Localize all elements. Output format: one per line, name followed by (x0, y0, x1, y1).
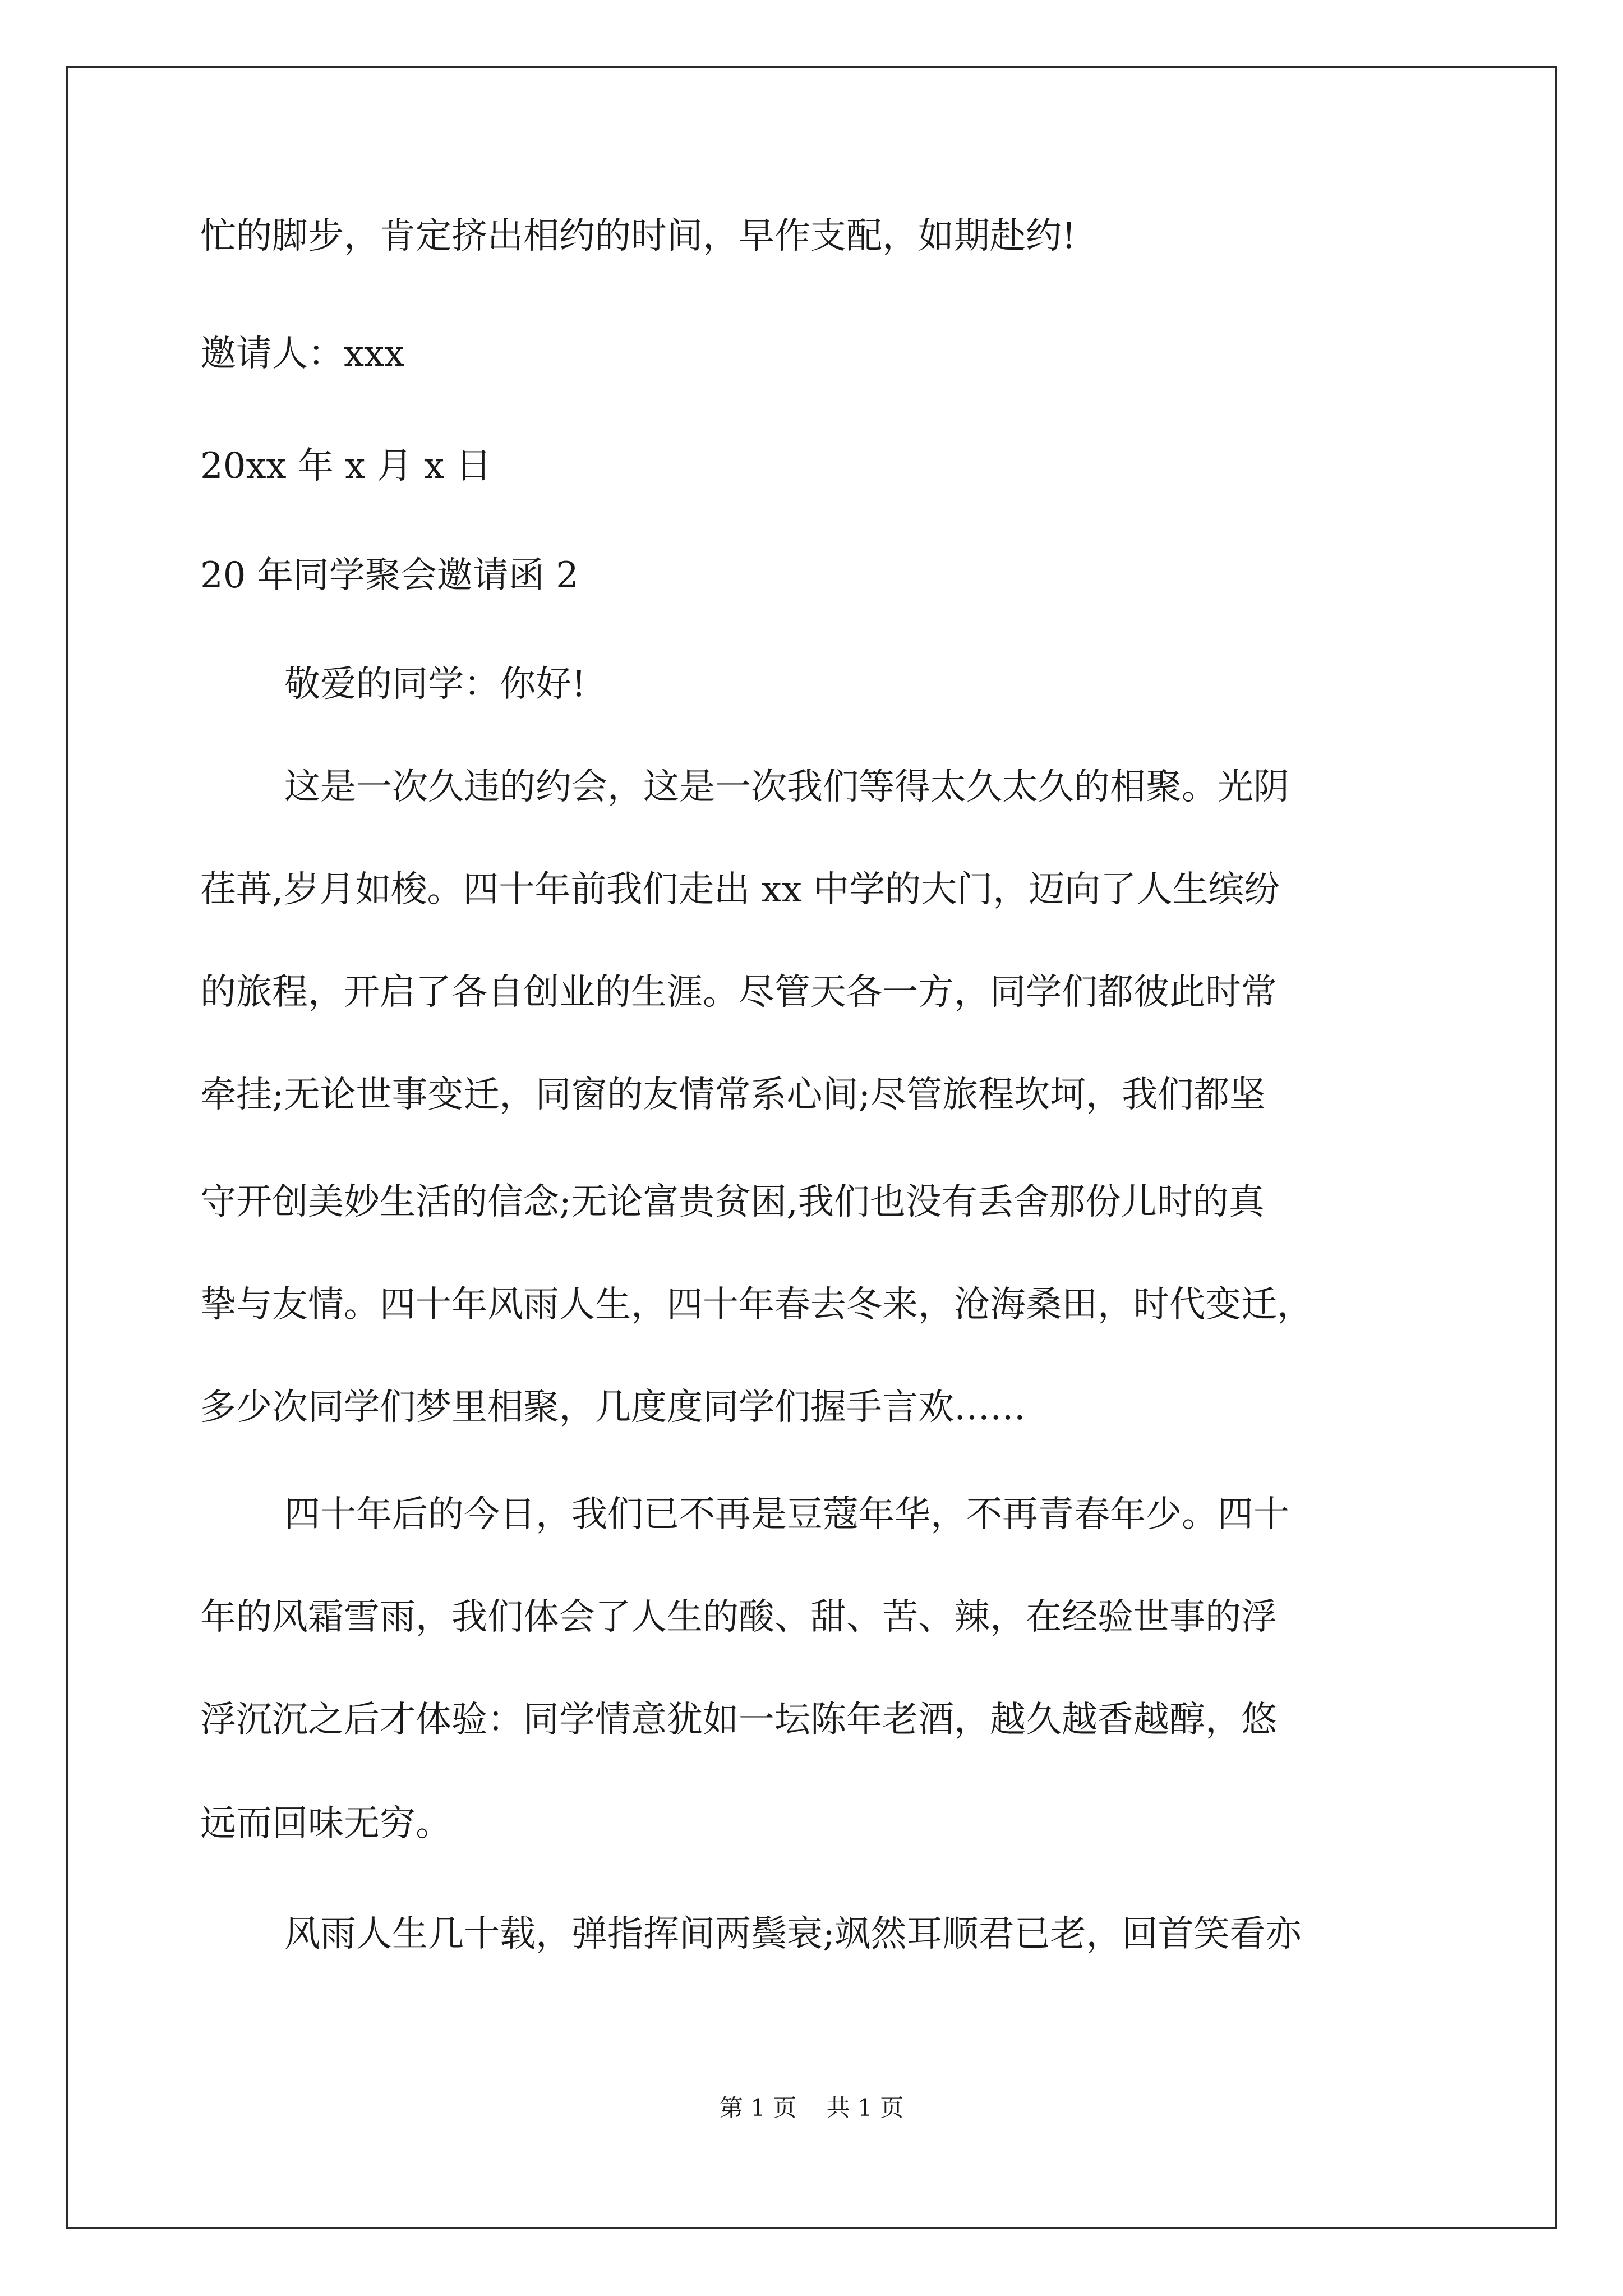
page-border (66, 66, 1557, 2229)
section-title: 20 年同学聚会邀请函 2 (200, 555, 579, 596)
paragraph-1-line-1: 这是一次久违的约会，这是一次我们等得太久太久的相聚。光阴 (284, 766, 1289, 808)
paragraph-1-line-5: 守开创美妙生活的信念;无论富贵贫困,我们也没有丢舍那份儿时的真 (200, 1181, 1265, 1223)
page-number-footer: 第 1 页 共 1 页 (719, 2094, 904, 2122)
paragraph-2-line-1: 四十年后的今日，我们已不再是豆蔻年华，不再青春年少。四十 (284, 1494, 1289, 1535)
paragraph-1-line-6: 挚与友情。四十年风雨人生，四十年春去冬来，沧海桑田，时代变迁， (200, 1284, 1313, 1326)
paragraph-1-line-3: 的旅程，开启了各自创业的生涯。尽管天各一方，同学们都彼此时常 (200, 972, 1277, 1013)
paragraph-3-line-1: 风雨人生几十载，弹指挥间两鬓衰;飒然耳顺君已老，回首笑看亦 (284, 1913, 1302, 1955)
paragraph-2-line-4: 远而回味无穷。 (200, 1803, 451, 1844)
date-line: 20xx 年 x 月 x 日 (200, 445, 492, 487)
paragraph-2-line-2: 年的风霜雪雨，我们体会了人生的酸、甜、苦、辣，在经验世事的浮 (200, 1596, 1277, 1638)
salutation: 敬爱的同学：你好! (284, 664, 586, 705)
paragraph-2-line-3: 浮沉沉之后才体验：同学情意犹如一坛陈年老酒，越久越香越醇，悠 (200, 1699, 1277, 1741)
text-line-1: 忙的脚步，肯定挤出相约的时间，早作支配，如期赴约! (200, 215, 1076, 257)
inviter-line: 邀请人：xxx (200, 333, 405, 375)
paragraph-1-line-7: 多少次同学们梦里相聚，几度度同学们握手言欢…… (200, 1387, 1026, 1428)
paragraph-1-line-4: 牵挂;无论世事变迁，同窗的友情常系心间;尽管旅程坎坷，我们都坚 (200, 1074, 1266, 1116)
paragraph-1-line-2: 荏苒,岁月如梭。四十年前我们走出 xx 中学的大门，迈向了人生缤纷 (200, 869, 1280, 910)
